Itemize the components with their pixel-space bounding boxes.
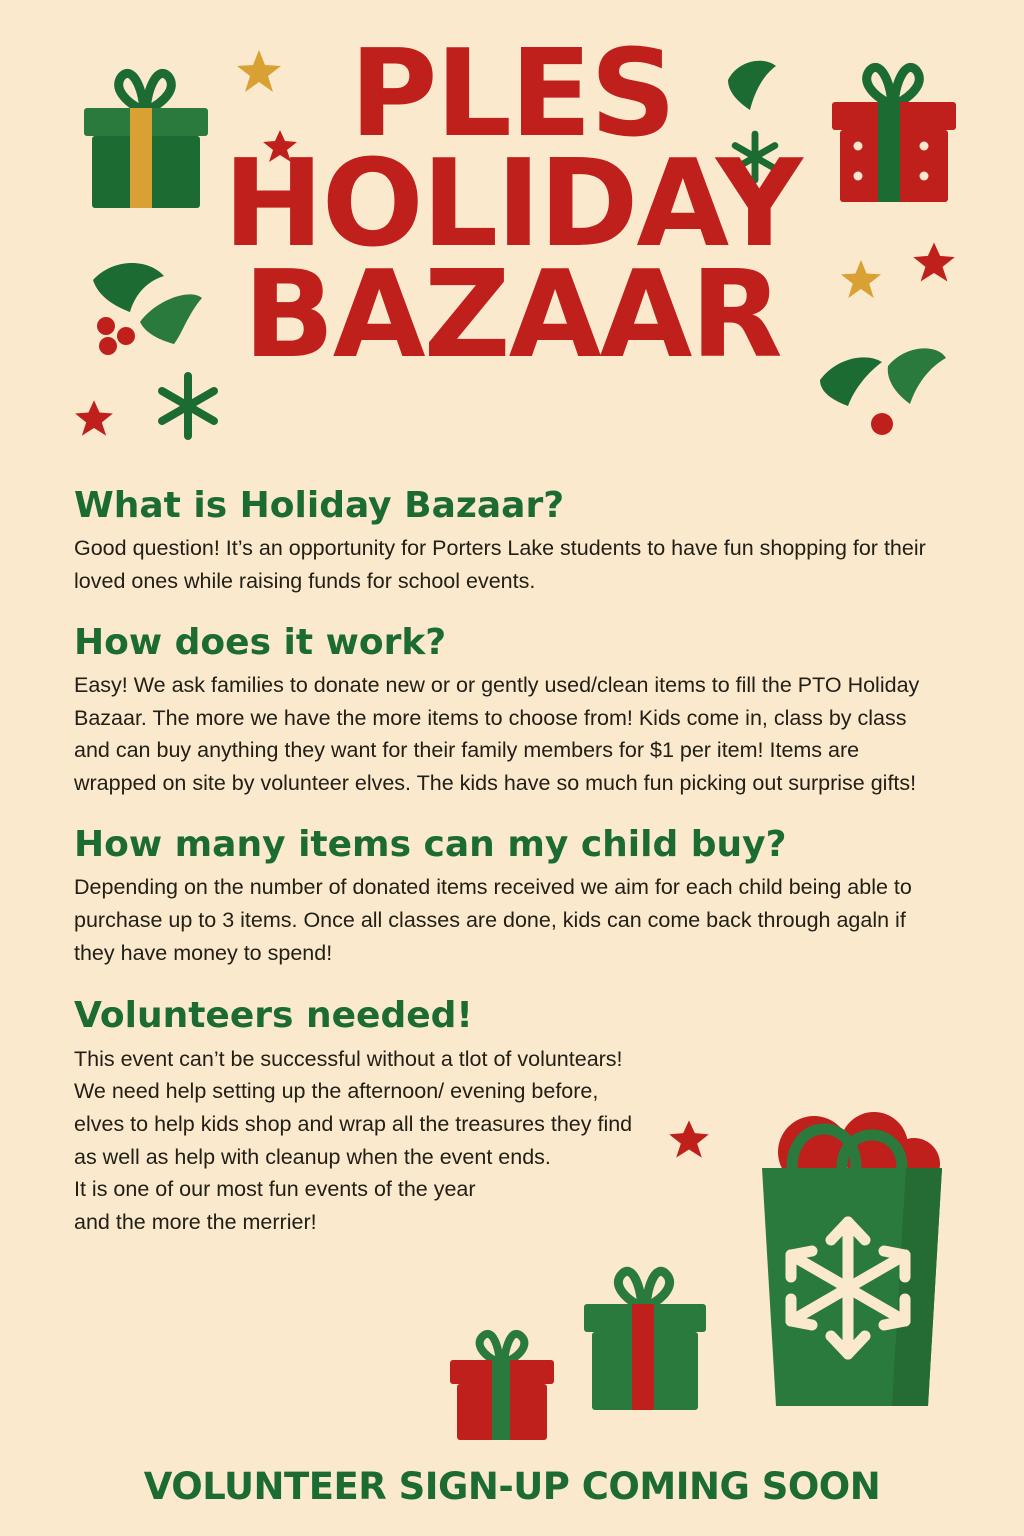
section-heading: How many items can my child buy? [74,823,787,865]
gift-box-small-green-icon [570,1248,720,1420]
section-volunteers [74,995,954,1238]
section-body: Good question! It’s an opportunity for Porters Lake students to have fun shopping for their loved ones while raising funds for school events. [74,536,926,594]
section-body: Easy! We ask families to donate new or or gently used/clean items to fill the PTO Holiday Bazaar. The more we have the more items to choose from! Kids come in, class by class and can buy anything they want for their family members for $1 per item! Items are wrapped on site by volunteer elves. The kids have so much fun picking out surprise gifts! [74,673,920,796]
section-heading: Volunteers needed! [74,995,473,1037]
poster-content [74,485,954,1253]
section-what-is [74,485,954,598]
title-line-1: PLES [349,25,675,164]
title-line-2: HOLIDAY [223,135,801,275]
section-heading: How does it work? [74,621,447,663]
section-heading: What is Holiday Bazaar? [74,485,565,526]
star-red-icon [74,398,114,438]
title-line-3: BAZAAR [243,245,781,385]
snowflake-icon [150,368,226,444]
section-how-many [74,824,954,969]
section-body: This event can’t be successful without a tlot of voluntears! We need help setting up the afternoon/ evening before, elves to help kids shop and wrap all the treasures they find as well as help with cleanup when the event ends. [74,1046,633,1169]
section-body-continued: It is one of our most fun events of the year and the more the merrier! [74,1177,476,1234]
footer-callout: VOLUNTEER SIGN-UP COMING SOON [143,1465,881,1508]
poster-title [0,25,1024,385]
section-body: Depending on the number of donated items received we aim for each child being able to purchase up to 3 items. Once all classes are done, kids can come back through agaln if they have money to spend! [74,875,912,965]
gift-box-small-red-icon [438,1318,566,1448]
section-how-works [74,622,954,800]
